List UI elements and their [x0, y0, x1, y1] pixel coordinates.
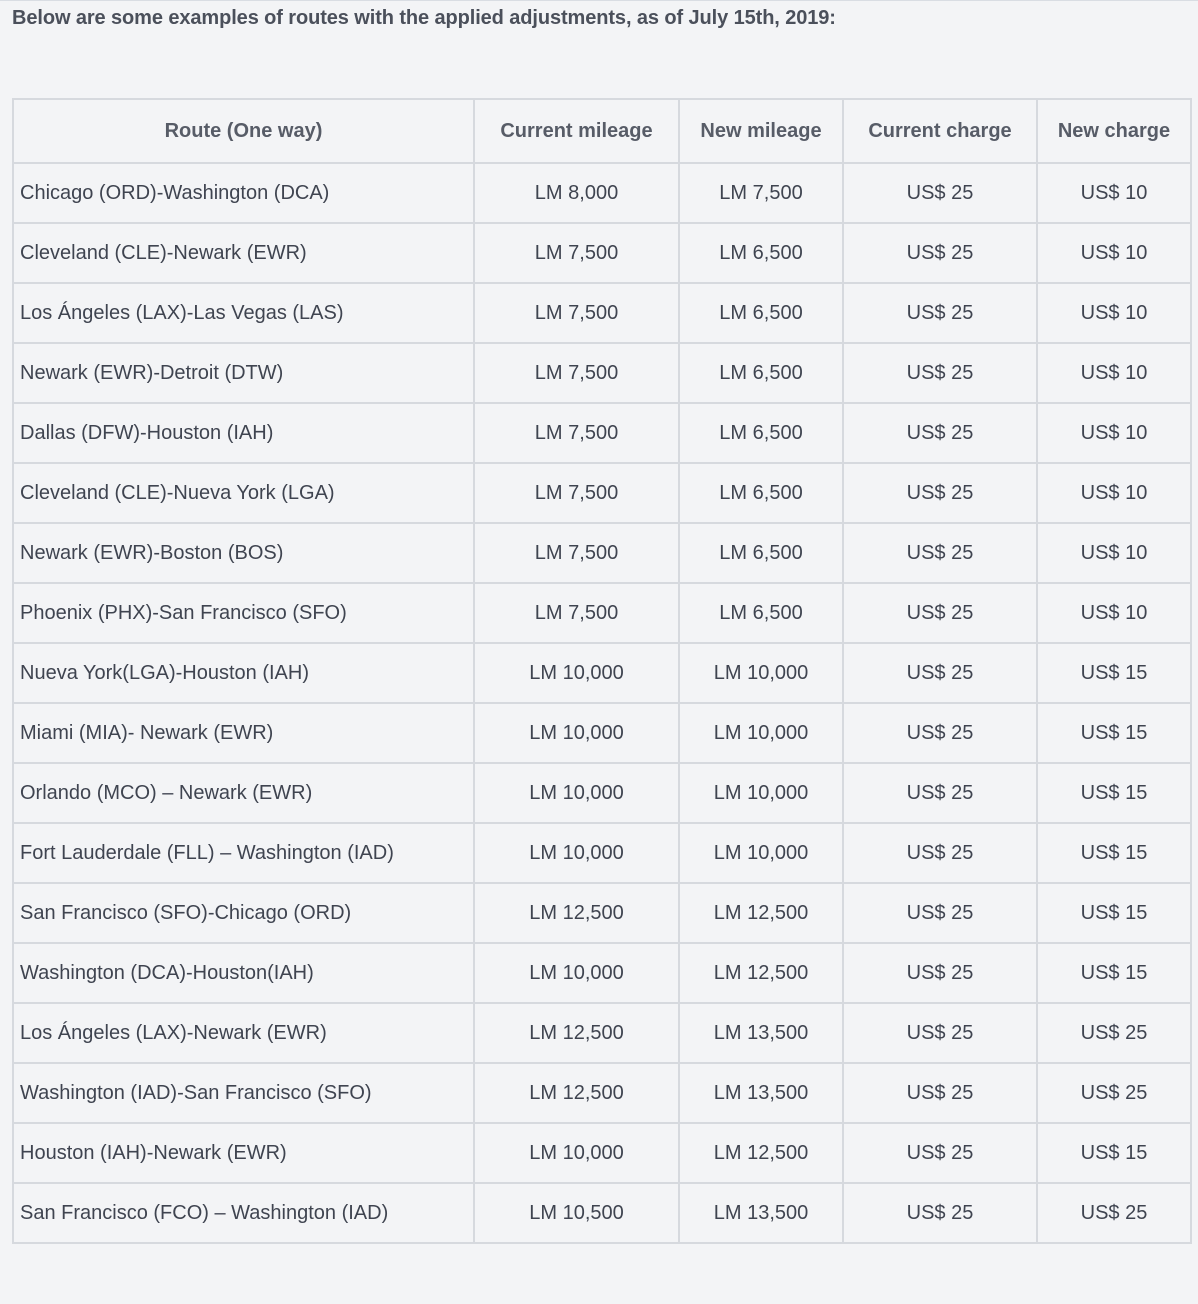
cell-route: Washington (IAD)-San Francisco (SFO)	[13, 1063, 474, 1123]
header-current-mileage: Current mileage	[474, 99, 679, 163]
table-row	[13, 1123, 1191, 1183]
cell-current-charge: US$ 25	[843, 343, 1037, 403]
cell-current-mileage: LM 8,000	[474, 163, 679, 223]
cell-current-charge: US$ 25	[843, 583, 1037, 643]
cell-route: Fort Lauderdale (FLL) – Washington (IAD)	[13, 823, 474, 883]
cell-new-mileage: LM 6,500	[679, 463, 843, 523]
cell-new-mileage: LM 6,500	[679, 223, 843, 283]
cell-new-charge: US$ 10	[1037, 523, 1191, 583]
cell-route: Los Ángeles (LAX)-Newark (EWR)	[13, 1003, 474, 1063]
table-row	[13, 763, 1191, 823]
cell-new-charge: US$ 15	[1037, 643, 1191, 703]
cell-route: Cleveland (CLE)-Nueva York (LGA)	[13, 463, 474, 523]
cell-new-charge: US$ 10	[1037, 343, 1191, 403]
cell-current-charge: US$ 25	[843, 283, 1037, 343]
cell-current-charge: US$ 25	[843, 823, 1037, 883]
cell-current-mileage: LM 7,500	[474, 583, 679, 643]
cell-current-charge: US$ 25	[843, 703, 1037, 763]
cell-new-charge: US$ 10	[1037, 403, 1191, 463]
header-new-mileage: New mileage	[679, 99, 843, 163]
table-header-row	[13, 99, 1191, 163]
cell-new-charge: US$ 15	[1037, 703, 1191, 763]
cell-current-mileage: LM 12,500	[474, 1063, 679, 1123]
cell-new-mileage: LM 10,000	[679, 703, 843, 763]
cell-current-mileage: LM 7,500	[474, 403, 679, 463]
table-row	[13, 1183, 1191, 1243]
cell-new-mileage: LM 6,500	[679, 403, 843, 463]
cell-new-mileage: LM 6,500	[679, 583, 843, 643]
cell-current-mileage: LM 7,500	[474, 223, 679, 283]
intro-text: Below are some examples of routes with the applied adjustments, as of July 15th, 2019:	[12, 7, 836, 29]
cell-new-charge: US$ 15	[1037, 763, 1191, 823]
cell-new-mileage: LM 12,500	[679, 943, 843, 1003]
header-route: Route (One way)	[13, 99, 474, 163]
routes-table-container	[12, 98, 1190, 1244]
table-row	[13, 163, 1191, 223]
cell-new-mileage: LM 6,500	[679, 343, 843, 403]
cell-new-charge: US$ 25	[1037, 1003, 1191, 1063]
cell-new-charge: US$ 10	[1037, 163, 1191, 223]
table-row	[13, 223, 1191, 283]
cell-new-charge: US$ 15	[1037, 883, 1191, 943]
cell-current-charge: US$ 25	[843, 1063, 1037, 1123]
header-new-charge: New charge	[1037, 99, 1191, 163]
table-row	[13, 1003, 1191, 1063]
cell-route: San Francisco (SFO)-Chicago (ORD)	[13, 883, 474, 943]
table-row	[13, 703, 1191, 763]
cell-current-charge: US$ 25	[843, 763, 1037, 823]
cell-current-mileage: LM 7,500	[474, 343, 679, 403]
cell-current-charge: US$ 25	[843, 1183, 1037, 1243]
cell-new-charge: US$ 10	[1037, 583, 1191, 643]
cell-current-mileage: LM 7,500	[474, 523, 679, 583]
cell-current-mileage: LM 12,500	[474, 1003, 679, 1063]
cell-current-mileage: LM 10,000	[474, 823, 679, 883]
cell-new-mileage: LM 10,000	[679, 763, 843, 823]
cell-new-mileage: LM 6,500	[679, 523, 843, 583]
cell-new-mileage: LM 7,500	[679, 163, 843, 223]
cell-new-charge: US$ 15	[1037, 823, 1191, 883]
cell-current-charge: US$ 25	[843, 523, 1037, 583]
table-header	[13, 99, 1191, 163]
cell-new-mileage: LM 12,500	[679, 1123, 843, 1183]
cell-new-charge: US$ 25	[1037, 1063, 1191, 1123]
cell-current-charge: US$ 25	[843, 163, 1037, 223]
cell-new-charge: US$ 10	[1037, 223, 1191, 283]
table-row	[13, 1063, 1191, 1123]
cell-route: Newark (EWR)-Detroit (DTW)	[13, 343, 474, 403]
table-row	[13, 643, 1191, 703]
table-row	[13, 943, 1191, 1003]
cell-new-charge: US$ 25	[1037, 1183, 1191, 1243]
cell-current-mileage: LM 7,500	[474, 283, 679, 343]
table-row	[13, 583, 1191, 643]
cell-current-mileage: LM 10,000	[474, 943, 679, 1003]
table-row	[13, 523, 1191, 583]
cell-current-mileage: LM 7,500	[474, 463, 679, 523]
cell-route: Los Ángeles (LAX)-Las Vegas (LAS)	[13, 283, 474, 343]
cell-route: Orlando (MCO) – Newark (EWR)	[13, 763, 474, 823]
cell-current-mileage: LM 10,000	[474, 763, 679, 823]
cell-route: Houston (IAH)-Newark (EWR)	[13, 1123, 474, 1183]
cell-current-charge: US$ 25	[843, 883, 1037, 943]
cell-current-charge: US$ 25	[843, 643, 1037, 703]
cell-route: Miami (MIA)- Newark (EWR)	[13, 703, 474, 763]
cell-route: Cleveland (CLE)-Newark (EWR)	[13, 223, 474, 283]
top-divider	[0, 0, 1198, 1]
cell-route: Newark (EWR)-Boston (BOS)	[13, 523, 474, 583]
cell-current-mileage: LM 10,000	[474, 1123, 679, 1183]
cell-current-charge: US$ 25	[843, 1003, 1037, 1063]
cell-route: San Francisco (FCO) – Washington (IAD)	[13, 1183, 474, 1243]
cell-new-charge: US$ 10	[1037, 463, 1191, 523]
cell-current-mileage: LM 10,000	[474, 703, 679, 763]
table-row	[13, 883, 1191, 943]
cell-new-mileage: LM 13,500	[679, 1003, 843, 1063]
table-row	[13, 823, 1191, 883]
cell-new-mileage: LM 10,000	[679, 643, 843, 703]
cell-route: Phoenix (PHX)-San Francisco (SFO)	[13, 583, 474, 643]
cell-route: Nueva York(LGA)-Houston (IAH)	[13, 643, 474, 703]
cell-new-mileage: LM 13,500	[679, 1183, 843, 1243]
cell-current-mileage: LM 10,000	[474, 643, 679, 703]
header-current-charge: Current charge	[843, 99, 1037, 163]
cell-current-mileage: LM 12,500	[474, 883, 679, 943]
cell-current-charge: US$ 25	[843, 223, 1037, 283]
cell-new-charge: US$ 15	[1037, 1123, 1191, 1183]
cell-new-mileage: LM 13,500	[679, 1063, 843, 1123]
cell-new-charge: US$ 10	[1037, 283, 1191, 343]
table-row	[13, 343, 1191, 403]
table-row	[13, 403, 1191, 463]
cell-new-mileage: LM 10,000	[679, 823, 843, 883]
table-row	[13, 463, 1191, 523]
cell-route: Washington (DCA)-Houston(IAH)	[13, 943, 474, 1003]
table-row	[13, 283, 1191, 343]
cell-route: Dallas (DFW)-Houston (IAH)	[13, 403, 474, 463]
cell-current-charge: US$ 25	[843, 1123, 1037, 1183]
cell-current-charge: US$ 25	[843, 463, 1037, 523]
cell-current-charge: US$ 25	[843, 403, 1037, 463]
cell-current-mileage: LM 10,500	[474, 1183, 679, 1243]
routes-table	[12, 98, 1192, 1244]
cell-route: Chicago (ORD)-Washington (DCA)	[13, 163, 474, 223]
cell-new-mileage: LM 6,500	[679, 283, 843, 343]
cell-new-mileage: LM 12,500	[679, 883, 843, 943]
cell-current-charge: US$ 25	[843, 943, 1037, 1003]
table-body	[13, 163, 1191, 1243]
cell-new-charge: US$ 15	[1037, 943, 1191, 1003]
